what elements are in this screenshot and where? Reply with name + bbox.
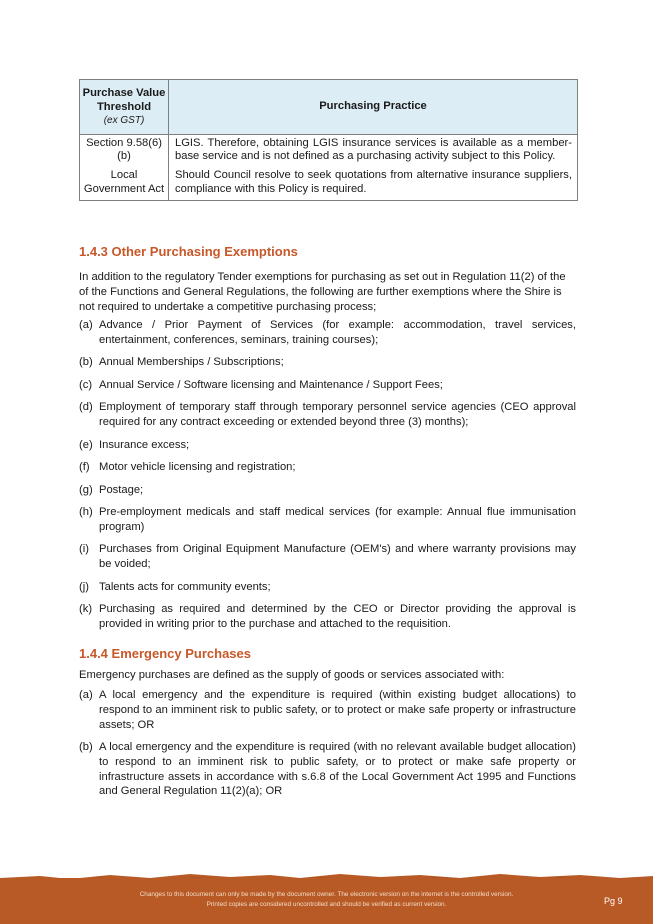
threshold-cell-section: Section 9.58(6)(b) [86,136,162,163]
list-item-text: Talents acts for community events; [99,580,271,593]
list-item-text: Advance / Prior Payment of Services (for example: accommodation, travel services, entertainment, conferences, seminars, training courses); [99,319,576,346]
practice-header: Purchasing Practice [169,80,578,135]
emergency-list-item [79,688,576,732]
exemption-list-item [79,355,576,370]
list-item-marker: (e) [79,438,93,451]
list-item-marker: (d) [79,401,93,414]
other-exemptions-list [79,318,576,639]
table-header-row [80,80,578,135]
exemption-list-item [79,505,576,535]
exemption-list-item [79,438,576,453]
list-item-text: Employment of temporary staff through temporary personnel service agencies (CEO approval required for any contract exceeding or extended beyond three (3) months); [99,401,576,429]
list-item-marker: (i) [79,543,89,556]
section-heading-emergency-purchases: 1.4.4 Emergency Purchases [79,646,251,661]
section-heading-other-exemptions: 1.4.3 Other Purchasing Exemptions [79,244,298,259]
exemption-list-item [79,602,576,632]
list-item-marker: (h) [79,505,93,518]
threshold-header [80,80,169,135]
list-item-text: Annual Memberships / Subscriptions; [99,356,284,369]
exemption-list-item [79,460,576,475]
practice-cell-para-2: Should Council resolve to seek quotations from alternative insurance suppliers, compliance with this Policy is required. [175,168,572,195]
exemption-list-item [79,400,576,430]
footer-disclaimer-line-1: Changes to this document can only be made by the document owner. The electronic version on the internet is the controlled version. [139,891,514,898]
exemption-list-item [79,378,576,393]
list-item-text: Annual Service / Software licensing and Maintenance / Support Fees; [99,378,443,391]
emergency-purchases-intro: Emergency purchases are defined as the supply of goods or services associated with: [79,669,505,681]
practice-cell-para-1: LGIS. Therefore, obtaining LGIS insurance services is available as a member-base service and is not defined as a purchasing activity subject to this Policy. [175,136,572,163]
other-exemptions-intro: In addition to the regulatory Tender exemptions for purchasing as set out in Regulation 11(2) of the of the Functions and General Regulations, the following are further exemptions where the Shire is not required to undertake a competitive purchasing process; [79,271,566,313]
threshold-cell-act: Local Government Act [83,168,165,195]
exemption-list-item [79,580,576,595]
page-number: Pg 9 [604,896,623,906]
list-item-marker: (j) [79,580,89,593]
emergency-purchases-list [79,688,576,807]
threshold-header-label: Purchase Value Threshold [82,87,166,113]
emergency-list-item [79,740,576,799]
exemption-list-item [79,318,576,348]
practice-cell [169,134,578,200]
list-item-text: Purchasing as required and determined by the CEO or Director providing the approval is provided in writing prior to the purchase and attached to the requisition. [99,603,576,630]
list-item-text: Postage; [99,483,144,496]
purchasing-table [79,79,578,201]
list-item-marker: (k) [79,603,93,616]
list-item-marker: (g) [79,483,93,496]
list-item-marker: (a) [79,319,93,331]
footer-disclaimer [0,890,653,910]
list-item-text: A local emergency and the expenditure is required (with no relevant available budget allocation) to respond to an imminent risk to public safety, or to protect or make safe property or infrastructure assets in accordance with s.6.8 of the Local Government Act 1995 and Functions and General Regulation 11(2)(a); OR [99,741,576,798]
list-item-marker: (b) [79,356,93,369]
exemption-list-item [79,483,576,498]
list-item-text: Insurance excess; [99,438,190,451]
list-item-text: Pre-employment medicals and staff medical services (for example: Annual flue immunisation program) [99,505,576,533]
list-item-text: A local emergency and the expenditure is required (within existing budget allocations) to respond to an imminent risk to public safety, or to protect or make safe property or infrastructure assets; OR [99,689,576,731]
list-item-marker: (c) [79,378,93,391]
list-item-text: Motor vehicle licensing and registration; [99,461,296,474]
footer-disclaimer-line-2: Printed copies are considered uncontrolled and should be verified as current version. [206,901,447,908]
table-row [80,134,578,200]
list-item-marker: (a) [79,689,93,701]
exemption-list-item [79,542,576,572]
list-item-text: Purchases from Original Equipment Manufacture (OEM's) and where warranty provisions may be voided; [99,543,576,571]
list-item-marker: (b) [79,741,93,754]
list-item-marker: (f) [79,461,90,474]
threshold-header-sub: (ex GST) [103,115,145,127]
threshold-cell [80,134,169,200]
